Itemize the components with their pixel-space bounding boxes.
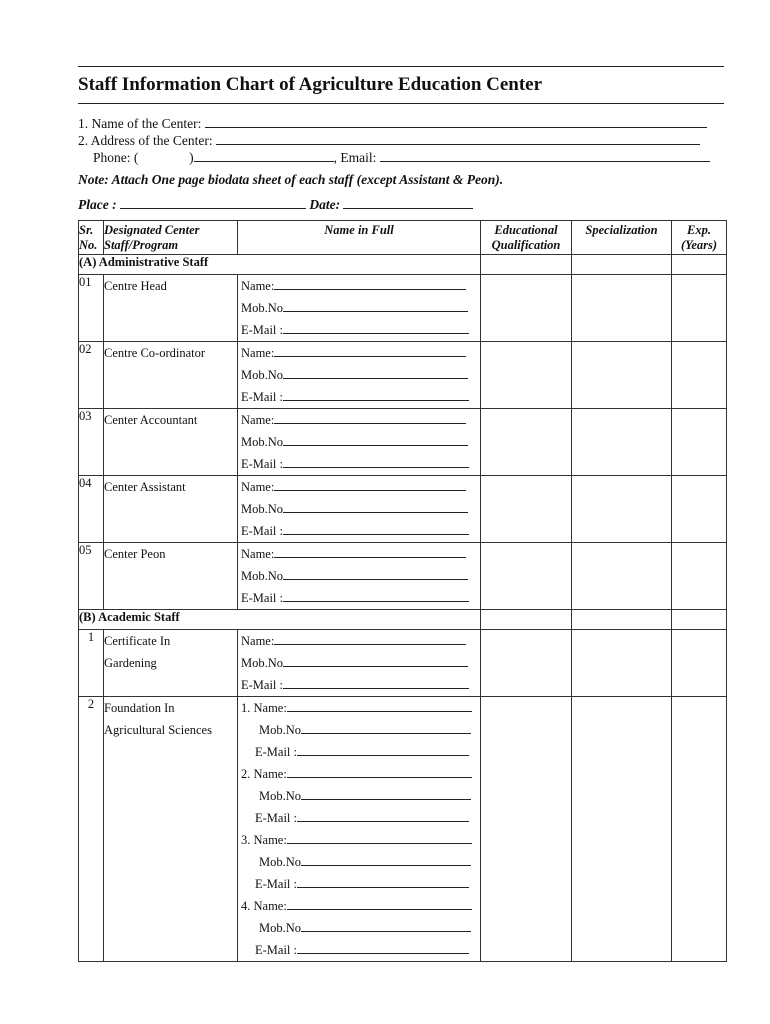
name-field: [238, 543, 480, 565]
blank-cell: [672, 610, 727, 630]
sr-no-cell: 02: [79, 342, 104, 409]
header-specialization: Specialization: [572, 221, 672, 255]
email-field-label: E-Mail :: [255, 877, 298, 891]
mobile-field-line[interactable]: [283, 431, 468, 446]
email-field-line[interactable]: [283, 319, 469, 334]
email-field: [238, 453, 480, 475]
sr-no-cell: 01: [79, 275, 104, 342]
educational-qualification-cell[interactable]: [481, 342, 572, 409]
place-label: Place :: [78, 197, 117, 212]
designation-cell: Center Assistant: [104, 476, 238, 543]
name-field-line[interactable]: [274, 342, 466, 357]
specialization-cell[interactable]: [572, 697, 672, 962]
designation-line: Foundation In: [104, 701, 175, 715]
name-cell: [238, 342, 481, 409]
designation-cell: [104, 697, 238, 962]
experience-cell[interactable]: [672, 543, 727, 610]
numbered-name-field-label: 3. Name:: [241, 833, 287, 847]
mobile-field: [238, 565, 480, 587]
name-field-line[interactable]: [274, 476, 466, 491]
educational-qualification-cell[interactable]: [481, 275, 572, 342]
mobile-field: [238, 917, 480, 939]
specialization-cell[interactable]: [572, 409, 672, 476]
mobile-field-label: Mob.No: [259, 921, 302, 935]
name-field-line[interactable]: [274, 543, 466, 558]
specialization-cell[interactable]: [572, 342, 672, 409]
mobile-field: [238, 498, 480, 520]
email-field-label: E-Mail :: [241, 390, 284, 404]
numbered-name-field-label: 1. Name:: [241, 701, 287, 715]
mobile-field-label: Mob.No: [259, 723, 302, 737]
email-field-line[interactable]: [297, 939, 469, 954]
email-field: [238, 587, 480, 609]
name-field: [238, 342, 480, 364]
email-field-line[interactable]: [283, 587, 469, 602]
numbered-name-field: [238, 697, 480, 719]
numbered-name-field-line[interactable]: [287, 829, 472, 844]
mobile-field-label: Mob.No: [241, 656, 284, 670]
experience-cell[interactable]: [672, 630, 727, 697]
mobile-field-label: Mob.No: [241, 368, 284, 382]
academic-rows: [79, 630, 727, 962]
email-field-label: E-Mail :: [255, 943, 298, 957]
center-address-field[interactable]: [216, 130, 700, 145]
blank-cell: [481, 255, 572, 275]
phone-field[interactable]: [194, 147, 334, 162]
mobile-field: [238, 431, 480, 453]
header-row: [79, 221, 727, 255]
email-field: [238, 319, 480, 341]
header-experience: Exp. (Years): [672, 221, 727, 255]
note-text: Note: Attach One page biodata sheet of each staff (except Assistant & Peon).: [78, 172, 504, 187]
designation-cell: Center Peon: [104, 543, 238, 610]
experience-cell[interactable]: [672, 275, 727, 342]
place-date-line: [78, 194, 473, 213]
email-label: , Email:: [333, 150, 377, 165]
phone-email-line: [93, 147, 710, 166]
email-field-label: E-Mail :: [241, 678, 284, 692]
email-field: [238, 520, 480, 542]
mobile-field-label: Mob.No: [241, 502, 284, 516]
specialization-cell[interactable]: [572, 630, 672, 697]
educational-qualification-cell[interactable]: [481, 409, 572, 476]
section-row-academic: [79, 610, 727, 630]
numbered-name-field: [238, 829, 480, 851]
mobile-field: [238, 364, 480, 386]
name-field-label: Name:: [241, 279, 275, 293]
numbered-name-field-label: 2. Name:: [241, 767, 287, 781]
designation-cell: Centre Co-ordinator: [104, 342, 238, 409]
email-field: [238, 386, 480, 408]
name-cell: [238, 409, 481, 476]
mobile-field-label: Mob.No: [259, 855, 302, 869]
name-field-line[interactable]: [274, 630, 466, 645]
mobile-field-line[interactable]: [283, 498, 468, 513]
section-row-administrative: [79, 255, 727, 275]
name-field-label: Name:: [241, 413, 275, 427]
table-row: [79, 409, 727, 476]
email-field-label: E-Mail :: [255, 811, 298, 825]
name-field-line[interactable]: [274, 409, 466, 424]
name-field: [238, 409, 480, 431]
email-field: [238, 674, 480, 696]
name-field-label: Name:: [241, 634, 275, 648]
mobile-field-line[interactable]: [283, 652, 468, 667]
specialization-cell[interactable]: [572, 476, 672, 543]
place-field[interactable]: [120, 194, 306, 209]
phone-label: Phone: (: [93, 150, 139, 165]
designation-cell: [104, 630, 238, 697]
email-field-line[interactable]: [297, 741, 469, 756]
blank-cell: [572, 610, 672, 630]
header-sr-no: Sr. No.: [79, 221, 104, 255]
email-field-label: E-Mail :: [255, 745, 298, 759]
email-field-label: E-Mail :: [241, 323, 284, 337]
blank-cell: [572, 255, 672, 275]
name-cell: [238, 630, 481, 697]
mobile-field-line[interactable]: [301, 719, 471, 734]
designation-cell: Center Accountant: [104, 409, 238, 476]
section-title-administrative: (A) Administrative Staff: [79, 255, 481, 275]
mobile-field-line[interactable]: [283, 364, 468, 379]
email-field-line[interactable]: [283, 386, 469, 401]
email-field: [238, 741, 480, 763]
table-row: [79, 630, 727, 697]
educational-qualification-cell[interactable]: [481, 630, 572, 697]
mobile-field-label: Mob.No: [241, 301, 284, 315]
mobile-field-label: Mob.No: [241, 435, 284, 449]
experience-cell[interactable]: [672, 697, 727, 962]
email-field-line[interactable]: [297, 873, 469, 888]
email-field-line[interactable]: [283, 520, 469, 535]
mobile-field-label: Mob.No: [241, 569, 284, 583]
sr-no-cell: 03: [79, 409, 104, 476]
designation-cell: Centre Head: [104, 275, 238, 342]
designation-line: Certificate In: [104, 634, 171, 648]
sr-no-cell: 2: [79, 697, 104, 962]
administrative-rows: [79, 275, 727, 610]
email-field-label: E-Mail :: [241, 524, 284, 538]
name-field: [238, 630, 480, 652]
top-rule: [78, 66, 724, 67]
mobile-field: [238, 719, 480, 741]
numbered-name-field-line[interactable]: [287, 697, 472, 712]
mobile-field-line[interactable]: [301, 851, 471, 866]
educational-qualification-cell[interactable]: [481, 476, 572, 543]
designation-line: Agricultural Sciences: [104, 723, 212, 737]
blank-cell: [672, 255, 727, 275]
name-cell: [238, 275, 481, 342]
email-field-line[interactable]: [283, 674, 469, 689]
name-field: [238, 275, 480, 297]
email-field: [238, 807, 480, 829]
email-field-line[interactable]: [283, 453, 469, 468]
email-field: [238, 873, 480, 895]
sr-no-cell: 04: [79, 476, 104, 543]
mobile-field: [238, 785, 480, 807]
center-name-field[interactable]: [205, 113, 707, 128]
experience-cell[interactable]: [672, 342, 727, 409]
center-name-label: 1. Name of the Center:: [78, 116, 202, 131]
educational-qualification-cell[interactable]: [481, 543, 572, 610]
numbered-name-field-line[interactable]: [287, 763, 472, 778]
table-row: [79, 543, 727, 610]
numbered-name-field-line[interactable]: [287, 895, 472, 910]
header-designated: Designated Center Staff/Program: [104, 221, 238, 255]
header-educational-qualification: Educational Qualification: [481, 221, 572, 255]
numbered-name-field: [238, 895, 480, 917]
staff-chart-table: [78, 220, 727, 962]
table-row: [79, 476, 727, 543]
specialization-cell[interactable]: [572, 275, 672, 342]
name-cell: [238, 476, 481, 543]
phone-close: ): [189, 150, 194, 165]
mobile-field: [238, 652, 480, 674]
sr-no-cell: 05: [79, 543, 104, 610]
title-rule: [78, 103, 724, 104]
mobile-field: [238, 297, 480, 319]
name-field-label: Name:: [241, 480, 275, 494]
table-row: [79, 697, 727, 962]
designation-line: Gardening: [104, 656, 157, 670]
email-field-label: E-Mail :: [241, 457, 284, 471]
name-cell: [238, 697, 481, 962]
date-label: Date:: [309, 197, 341, 212]
name-field: [238, 476, 480, 498]
numbered-name-field: [238, 763, 480, 785]
name-cell: [238, 543, 481, 610]
mobile-field-line[interactable]: [283, 297, 468, 312]
name-field-line[interactable]: [274, 275, 466, 290]
header-name-in-full: Name in Full: [238, 221, 481, 255]
name-field-label: Name:: [241, 547, 275, 561]
numbered-name-field-label: 4. Name:: [241, 899, 287, 913]
experience-cell[interactable]: [672, 409, 727, 476]
sr-no-cell: 1: [79, 630, 104, 697]
table-row: [79, 342, 727, 409]
experience-cell[interactable]: [672, 476, 727, 543]
mobile-field-label: Mob.No: [259, 789, 302, 803]
email-field[interactable]: [380, 147, 710, 162]
mobile-field-line[interactable]: [301, 917, 471, 932]
mobile-field-line[interactable]: [301, 785, 471, 800]
page-title: Staff Information Chart of Agriculture Education Center: [78, 74, 543, 95]
date-field[interactable]: [343, 194, 473, 209]
blank-cell: [481, 610, 572, 630]
name-field-label: Name:: [241, 346, 275, 360]
mobile-field: [238, 851, 480, 873]
specialization-cell[interactable]: [572, 543, 672, 610]
table-row: [79, 275, 727, 342]
mobile-field-line[interactable]: [283, 565, 468, 580]
section-title-academic: (B) Academic Staff: [79, 610, 481, 630]
email-field-line[interactable]: [297, 807, 469, 822]
center-address-label: 2. Address of the Center:: [78, 133, 213, 148]
email-field-label: E-Mail :: [241, 591, 284, 605]
email-field: [238, 939, 480, 961]
educational-qualification-cell[interactable]: [481, 697, 572, 962]
